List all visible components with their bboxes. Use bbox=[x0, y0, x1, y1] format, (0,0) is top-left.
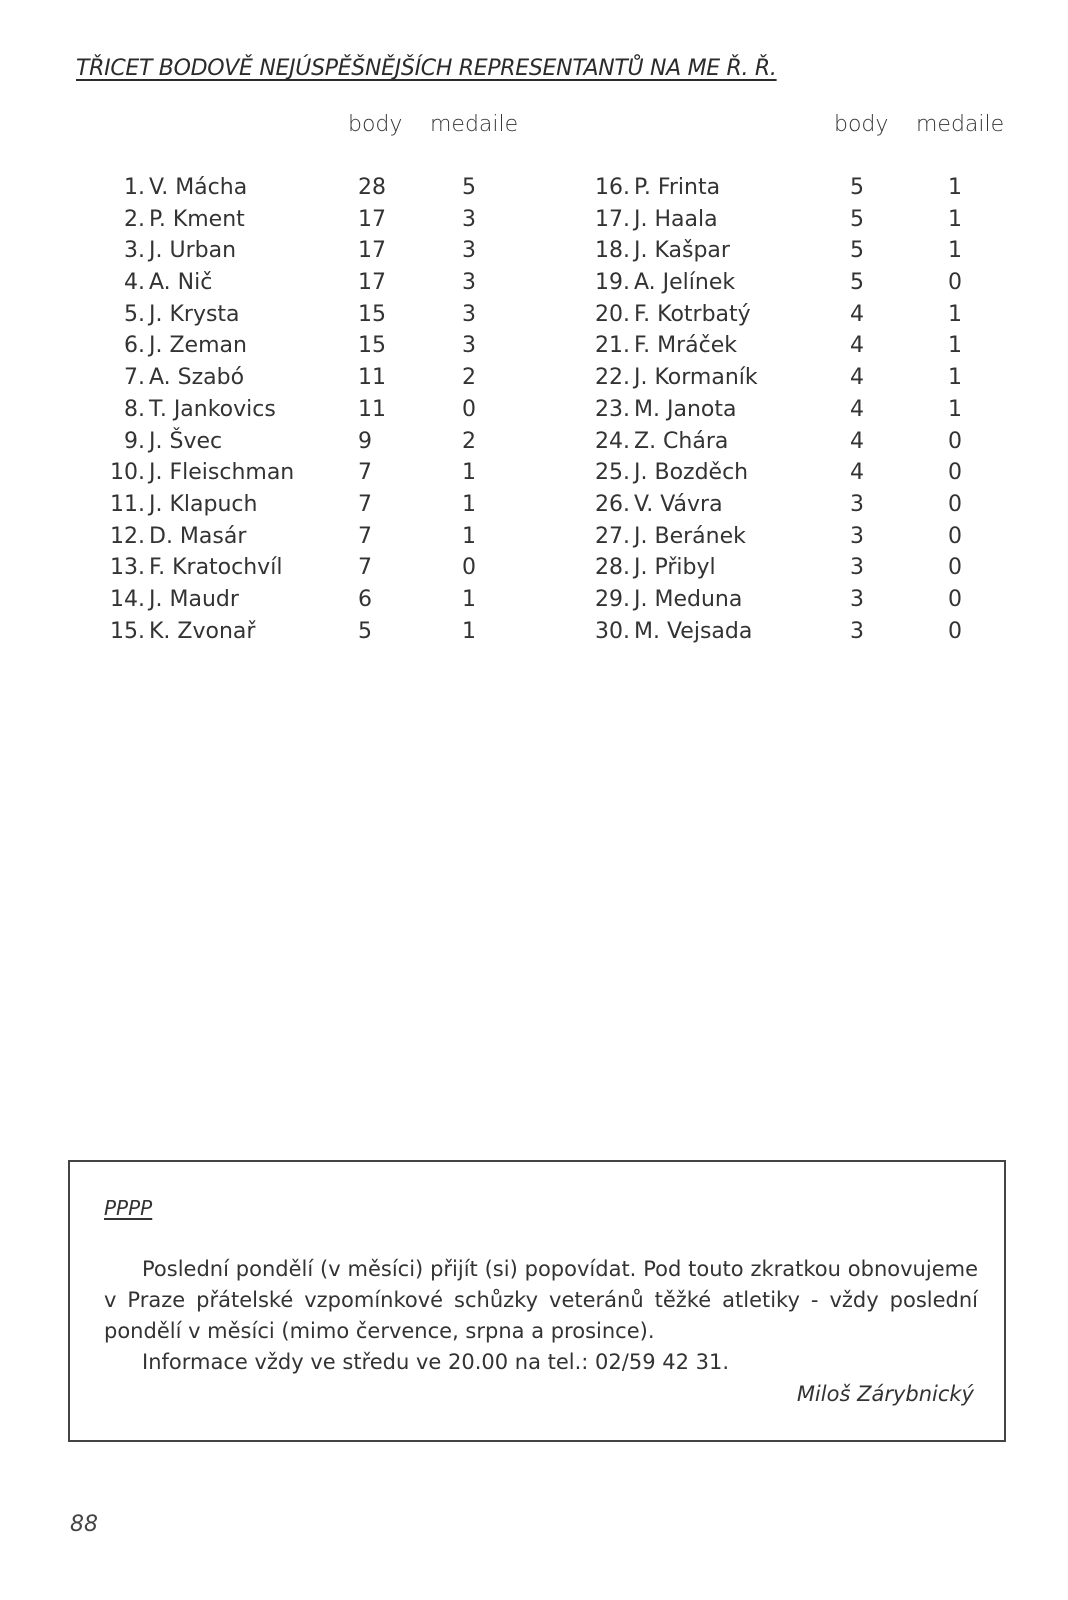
medals-value: 2 bbox=[462, 428, 476, 454]
rank-number: 26. bbox=[595, 491, 630, 517]
rank-number: 13. bbox=[110, 555, 145, 581]
medals-value: 1 bbox=[948, 301, 962, 327]
rank-number: 9. bbox=[124, 428, 145, 454]
ranking-row bbox=[534, 426, 1068, 458]
rank-number: 11. bbox=[110, 491, 145, 517]
points-value: 17 bbox=[358, 238, 386, 264]
athlete-name: J. Haala bbox=[634, 206, 718, 232]
points-value: 11 bbox=[358, 365, 386, 391]
ranking-row bbox=[0, 426, 534, 458]
athlete-name: V. Vávra bbox=[634, 491, 723, 517]
pppp-notice-box bbox=[68, 1160, 1006, 1442]
points-value: 7 bbox=[358, 460, 372, 486]
ranking-row bbox=[534, 267, 1068, 299]
notice-text bbox=[104, 1254, 978, 1378]
athlete-name: J. Klapuch bbox=[149, 491, 258, 517]
rank-number: 19. bbox=[595, 270, 630, 296]
notice-paragraph-1: Poslední pondělí (v měsíci) přijít (si) popovídat. Pod touto zkratkou obnovujeme v Praze přátelské vzpomínkové schůzky veteránů těžké atletiky - vždy poslední pondělí v měsíci (mimo července, srpna a prosince). bbox=[104, 1257, 978, 1343]
athlete-name: J. Urban bbox=[149, 238, 237, 264]
athlete-name: J. Švec bbox=[149, 428, 223, 454]
ranking-row bbox=[534, 204, 1068, 236]
athlete-name: J. Přibyl bbox=[634, 555, 716, 581]
ranking-row bbox=[0, 172, 534, 204]
rank-number: 30. bbox=[595, 618, 630, 644]
rank-number: 3. bbox=[124, 238, 145, 264]
points-value: 28 bbox=[358, 175, 386, 200]
athlete-name: J. Fleischman bbox=[149, 460, 295, 486]
ranking-row bbox=[534, 394, 1068, 426]
medals-value: 0 bbox=[948, 428, 962, 454]
medals-value: 3 bbox=[462, 333, 476, 359]
points-value: 3 bbox=[850, 586, 864, 612]
medals-value: 0 bbox=[462, 555, 476, 581]
medals-value: 5 bbox=[462, 175, 476, 200]
points-value: 5 bbox=[850, 238, 864, 264]
rank-number: 24. bbox=[595, 428, 630, 454]
medals-value: 0 bbox=[948, 555, 962, 581]
ranking-row bbox=[0, 394, 534, 426]
rank-number: 2. bbox=[124, 206, 145, 232]
points-value: 4 bbox=[850, 396, 864, 422]
rank-number: 22. bbox=[595, 365, 630, 391]
medals-value: 0 bbox=[948, 270, 962, 296]
rank-number: 5. bbox=[124, 301, 145, 327]
rank-number: 15. bbox=[110, 618, 145, 644]
athlete-name: J. Meduna bbox=[634, 586, 743, 612]
ranking-row bbox=[534, 616, 1068, 648]
points-value: 4 bbox=[850, 365, 864, 391]
points-value: 4 bbox=[850, 333, 864, 359]
medals-value: 1 bbox=[948, 206, 962, 232]
ranking-row bbox=[534, 299, 1068, 331]
athlete-name: F. Kotrbatý bbox=[634, 301, 751, 327]
athlete-name: M. Janota bbox=[634, 396, 737, 422]
medals-value: 3 bbox=[462, 206, 476, 232]
ranking-row bbox=[534, 521, 1068, 553]
medals-value: 0 bbox=[948, 618, 962, 644]
rank-number: 16. bbox=[595, 175, 630, 200]
header-points-left: body bbox=[348, 112, 403, 137]
rank-number: 21. bbox=[595, 333, 630, 359]
athlete-name: P. Frinta bbox=[634, 175, 721, 200]
rank-number: 12. bbox=[110, 523, 145, 549]
points-value: 6 bbox=[358, 586, 372, 612]
notice-signature: Miloš Zárybnický bbox=[796, 1382, 974, 1406]
medals-value: 0 bbox=[948, 491, 962, 517]
ranking-row bbox=[534, 330, 1068, 362]
athlete-name: P. Kment bbox=[149, 206, 245, 232]
medals-value: 0 bbox=[948, 586, 962, 612]
medals-value: 0 bbox=[948, 460, 962, 486]
medals-value: 1 bbox=[462, 491, 476, 517]
ranking-row bbox=[0, 584, 534, 616]
athlete-name: J. Krysta bbox=[149, 301, 240, 327]
header-medals-right: medaile bbox=[916, 112, 1005, 137]
ranking-row bbox=[0, 204, 534, 236]
rank-number: 6. bbox=[124, 333, 145, 359]
ranking-table-right bbox=[534, 172, 1068, 647]
ranking-row bbox=[534, 584, 1068, 616]
medals-value: 1 bbox=[948, 238, 962, 264]
points-value: 5 bbox=[850, 206, 864, 232]
ranking-row bbox=[0, 330, 534, 362]
header-points-right: body bbox=[834, 112, 889, 137]
rank-number: 4. bbox=[124, 270, 145, 296]
ranking-row bbox=[0, 299, 534, 331]
athlete-name: A. Nič bbox=[149, 270, 213, 296]
points-value: 11 bbox=[358, 396, 386, 422]
points-value: 4 bbox=[850, 460, 864, 486]
points-value: 15 bbox=[358, 333, 386, 359]
medals-value: 3 bbox=[462, 301, 476, 327]
athlete-name: J. Maudr bbox=[149, 586, 239, 612]
points-value: 7 bbox=[358, 523, 372, 549]
medals-value: 1 bbox=[462, 523, 476, 549]
points-value: 4 bbox=[850, 428, 864, 454]
points-value: 7 bbox=[358, 491, 372, 517]
medals-value: 3 bbox=[462, 238, 476, 264]
athlete-name: J. Kormaník bbox=[634, 365, 758, 391]
athlete-name: M. Vejsada bbox=[634, 618, 753, 644]
athlete-name: J. Bozděch bbox=[634, 460, 749, 486]
rank-number: 8. bbox=[124, 396, 145, 422]
ranking-row bbox=[0, 489, 534, 521]
points-value: 15 bbox=[358, 301, 386, 327]
athlete-name: K. Zvonař bbox=[149, 618, 256, 644]
notice-paragraph-2: Informace vždy ve středu ve 20.00 na tel.: 02/59 42 31. bbox=[142, 1350, 730, 1374]
ranking-row bbox=[534, 235, 1068, 267]
medals-value: 1 bbox=[948, 365, 962, 391]
points-value: 17 bbox=[358, 206, 386, 232]
medals-value: 1 bbox=[462, 460, 476, 486]
points-value: 9 bbox=[358, 428, 372, 454]
rank-number: 29. bbox=[595, 586, 630, 612]
athlete-name: J. Zeman bbox=[149, 333, 247, 359]
athlete-name: V. Mácha bbox=[149, 175, 248, 200]
ranking-row bbox=[0, 521, 534, 553]
points-value: 3 bbox=[850, 618, 864, 644]
points-value: 4 bbox=[850, 301, 864, 327]
notice-title: PPPP bbox=[104, 1196, 153, 1220]
athlete-name: J. Beránek bbox=[634, 523, 746, 549]
rank-number: 1. bbox=[124, 175, 145, 200]
ranking-row bbox=[534, 489, 1068, 521]
athlete-name: D. Masár bbox=[149, 523, 247, 549]
medals-value: 0 bbox=[462, 396, 476, 422]
rank-number: 28. bbox=[595, 555, 630, 581]
ranking-row bbox=[0, 235, 534, 267]
points-value: 5 bbox=[850, 175, 864, 200]
medals-value: 1 bbox=[462, 618, 476, 644]
ranking-row bbox=[0, 552, 534, 584]
medals-value: 1 bbox=[948, 396, 962, 422]
ranking-row bbox=[0, 457, 534, 489]
ranking-table-left bbox=[0, 172, 534, 647]
page-number: 88 bbox=[70, 1512, 98, 1537]
rank-number: 20. bbox=[595, 301, 630, 327]
medals-value: 3 bbox=[462, 270, 476, 296]
ranking-row bbox=[0, 362, 534, 394]
rank-number: 18. bbox=[595, 238, 630, 264]
points-value: 3 bbox=[850, 523, 864, 549]
page-title: TŘICET BODOVĚ NEJÚSPĚŠNĚJŠÍCH REPRESENTANTŮ NA ME Ř. Ř. bbox=[76, 56, 777, 81]
points-value: 5 bbox=[358, 618, 372, 644]
points-value: 17 bbox=[358, 270, 386, 296]
medals-value: 1 bbox=[462, 586, 476, 612]
athlete-name: F. Kratochvíl bbox=[149, 555, 283, 581]
ranking-row bbox=[534, 172, 1068, 204]
athlete-name: F. Mráček bbox=[634, 333, 737, 359]
medals-value: 2 bbox=[462, 365, 476, 391]
ranking-row bbox=[534, 362, 1068, 394]
athlete-name: A. Szabó bbox=[149, 365, 245, 391]
rank-number: 7. bbox=[124, 365, 145, 391]
ranking-row bbox=[0, 616, 534, 648]
ranking-row bbox=[534, 457, 1068, 489]
rank-number: 23. bbox=[595, 396, 630, 422]
athlete-name: J. Kašpar bbox=[634, 238, 730, 264]
points-value: 5 bbox=[850, 270, 864, 296]
rank-number: 10. bbox=[110, 460, 145, 486]
medals-value: 1 bbox=[948, 333, 962, 359]
rank-number: 14. bbox=[110, 586, 145, 612]
medals-value: 1 bbox=[948, 175, 962, 200]
athlete-name: A. Jelínek bbox=[634, 270, 736, 296]
rank-number: 17. bbox=[595, 206, 630, 232]
athlete-name: T. Jankovics bbox=[149, 396, 276, 422]
rank-number: 25. bbox=[595, 460, 630, 486]
rank-number: 27. bbox=[595, 523, 630, 549]
medals-value: 0 bbox=[948, 523, 962, 549]
points-value: 7 bbox=[358, 555, 372, 581]
athlete-name: Z. Chára bbox=[634, 428, 729, 454]
header-medals-left: medaile bbox=[430, 112, 519, 137]
ranking-row bbox=[0, 267, 534, 299]
points-value: 3 bbox=[850, 491, 864, 517]
ranking-row bbox=[534, 552, 1068, 584]
points-value: 3 bbox=[850, 555, 864, 581]
